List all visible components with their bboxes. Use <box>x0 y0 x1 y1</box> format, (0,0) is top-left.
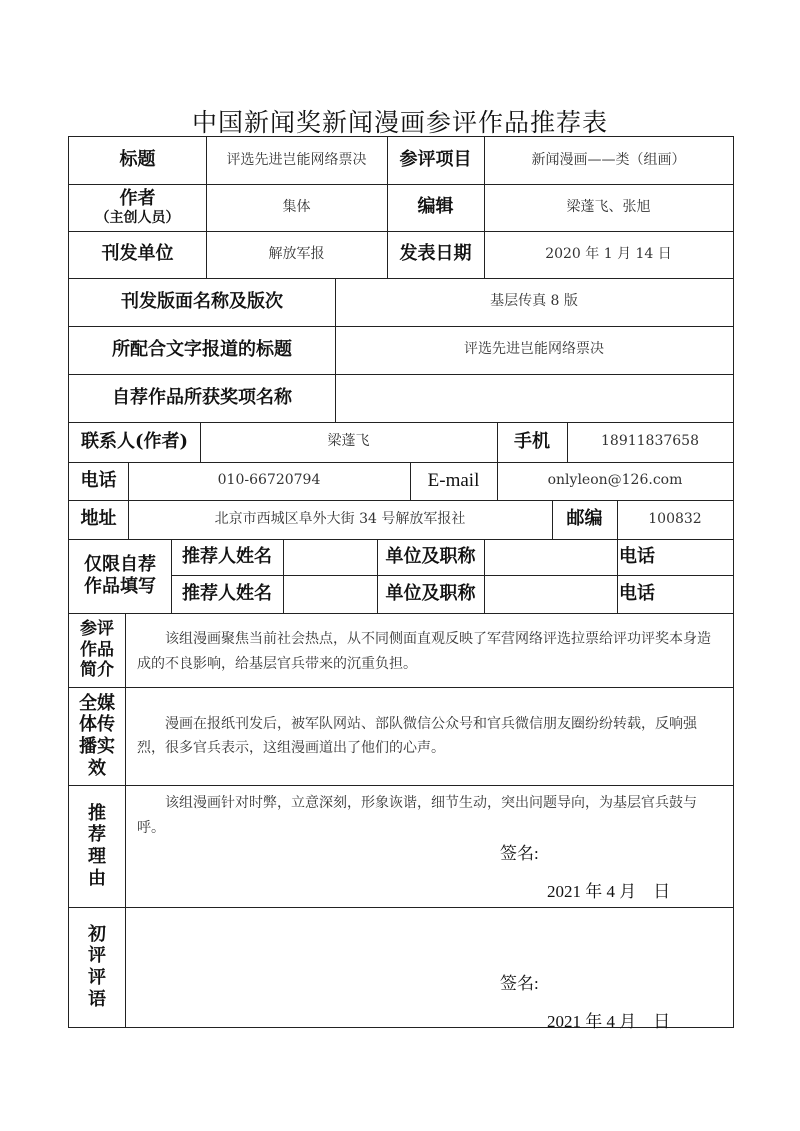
recommender-position-label-1: 单位及职称 <box>385 545 476 567</box>
title-value: 评选先进岂能网络票决 <box>226 151 367 168</box>
recommendation-form <box>68 136 734 1031</box>
recommender-phone-label-2: 电话 <box>619 582 655 604</box>
intro-label: 参评作品简介 <box>80 619 114 681</box>
editor-label: 编辑 <box>417 196 454 218</box>
author-sub-label: （主创人员） <box>95 210 180 226</box>
self-recommend-line1: 仅限自荐 <box>84 553 156 575</box>
reason-text: 该组漫画针对时弊，立意深刻，形象诙谐，细节生动，突出问题导向，为基层官兵鼓与呼。 <box>137 795 697 836</box>
page-title: 中国新闻奖新闻漫画参评作品推荐表 <box>191 108 608 137</box>
media-label: 全媒体传播实效 <box>79 692 115 779</box>
date-value: 2020 年 1 月 14 日 <box>545 245 672 262</box>
review-label: 初评评语 <box>88 923 106 1010</box>
award-label: 自荐作品所获奖项名称 <box>112 386 292 408</box>
item-label: 参评项目 <box>399 149 472 171</box>
phone-label: 电话 <box>80 469 117 491</box>
review-text <box>125 907 733 967</box>
date-label: 发表日期 <box>399 243 472 265</box>
reason-label: 推荐理由 <box>88 802 106 889</box>
mobile-label: 手机 <box>514 430 550 452</box>
recommender-position-value-2 <box>484 575 617 613</box>
report-title-value: 评选先进岂能网络票决 <box>464 341 604 358</box>
address-label: 地址 <box>80 508 117 530</box>
intro-text: 该组漫画聚焦当前社会热点，从不同侧面直观反映了军营网络评选拉票给评功评奖本身造成的不良影响，给基层官兵带来的沉重负担。 <box>137 631 711 672</box>
zip-value: 100832 <box>648 510 702 527</box>
recommender-position-label-2: 单位及职称 <box>385 582 476 604</box>
mobile-value: 18911837658 <box>601 433 699 450</box>
email-label: E-mail <box>427 470 480 492</box>
reason-signature-label: 签名: <box>500 844 539 863</box>
author-value: 集体 <box>282 198 311 215</box>
recommender-name-value-1 <box>283 539 377 575</box>
reason-date: 2021 年 4 月 日 <box>547 882 671 901</box>
title-label: 标题 <box>119 149 156 171</box>
contact-value: 梁蓬飞 <box>327 433 370 450</box>
review-signature-label: 签名: <box>500 974 539 993</box>
email-value: onlyleon@126.com <box>547 472 683 489</box>
unit-label: 刊发单位 <box>101 243 174 265</box>
author-label-cell <box>69 184 206 231</box>
self-recommend-line2: 作品填写 <box>84 576 156 597</box>
award-value <box>335 374 733 422</box>
report-title-label: 所配合文字报道的标题 <box>112 338 292 360</box>
unit-value: 解放军报 <box>268 245 325 262</box>
recommender-name-label-1: 推荐人姓名 <box>182 545 272 567</box>
page-section-value: 基层传真 8 版 <box>490 293 578 310</box>
media-text: 漫画在报纸刊发后，被军队网站、部队微信公众号和官兵微信朋友圈纷纷转载，反响强烈，很多官兵表示，这组漫画道出了他们的心声。 <box>137 715 697 756</box>
item-value: 新闻漫画——类（组画） <box>531 151 686 168</box>
recommender-phone-label-1: 电话 <box>619 545 655 567</box>
page-section-label: 刊发版面名称及版次 <box>121 290 283 312</box>
recommender-name-label-2: 推荐人姓名 <box>182 582 272 604</box>
contact-label: 联系人(作者) <box>80 430 189 452</box>
editor-value: 梁蓬飞、张旭 <box>566 198 651 215</box>
review-date: 2021 年 4 月 日 <box>547 1012 671 1031</box>
recommender-name-value-2 <box>283 575 377 613</box>
author-label: 作者 <box>119 187 156 209</box>
phone-value: 010-66720794 <box>217 472 321 489</box>
zip-label: 邮编 <box>566 508 603 530</box>
address-value: 北京市西城区阜外大街 34 号解放军报社 <box>214 510 466 527</box>
self-recommend-label <box>69 539 171 613</box>
recommender-position-value-1 <box>484 539 617 575</box>
